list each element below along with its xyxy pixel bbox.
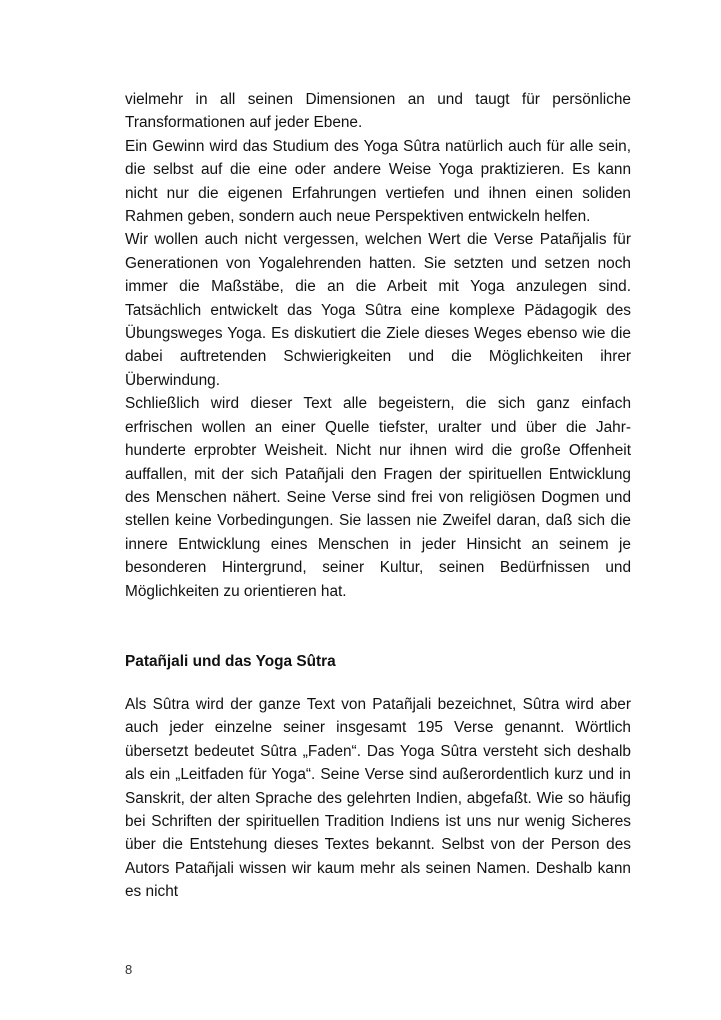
paragraph-3: Wir wollen auch nicht vergessen, welchen Wert die Verse Patañjalis für Generationen von Yogalehrenden hatten. Sie setzten und setzen noch immer die Maßstäbe, die an die Arbeit mit Yoga anzulegen sind. Tatsächlich entwickelt das Yoga Sûtra eine komplexe Pädagogik des Übungsweges Yoga. Es diskutiert die Ziele dieses Weges ebenso wie die dabei auftretenden Schwierigkeiten und die Möglichkeiten ihrer Überwindung. bbox=[125, 231, 631, 389]
paragraph-4: Schließlich wird dieser Text alle begeistern, die sich ganz einfach erfrischen wollen an einer Quelle tiefster, uralter und über die Jahrhunderte erprobter Weisheit. Nicht nur ihnen wird die große Offenheit auffallen, mit der sich Patañjali den Fragen der spirituellen Entwicklung des Menschen nähert. Seine Verse sind frei von religiösen Dogmen und stellen keine Vorbedingungen. Sie lassen nie Zweifel daran, daß sich die innere Entwicklung eines Menschen in jeder Hinsicht an seinem je besonderen Hintergrund, seiner Kultur, seinen Bedürfnissen und Möglichkeiten zu orientieren hat. bbox=[125, 395, 631, 600]
section-paragraph: Als Sûtra wird der ganze Text von Patañjali bezeichnet, Sûtra wird aber auch jeder einzelne seiner insgesamt 195 Verse genannt. Wörtlich übersetzt bedeutet Sûtra „Faden“. Das Yoga Sûtra versteht sich deshalb als ein „Leitfaden für Yoga“. Seine Verse sind außerordentlich kurz und in Sanskrit, der alten Sprache des gelehrten Indien, abgefaßt. Wie so häufig bei Schriften der spirituellen Tradition Indiens ist uns nur wenig Sicheres über die Entstehung dieses Textes bekannt. Selbst von der Person des Autors Patañjali wissen wir kaum mehr als seinen Namen. Deshalb kann es nicht bbox=[125, 696, 631, 901]
paragraph-1: vielmehr in all seinen Dimensionen an und taugt für persönliche Transformationen auf jeder Ebene. bbox=[125, 91, 631, 132]
body-text-section bbox=[125, 693, 631, 904]
body-text-top bbox=[125, 88, 631, 603]
section-heading: Patañjali und das Yoga Sûtra bbox=[125, 653, 336, 670]
paragraph-2: Ein Gewinn wird das Studium des Yoga Sûtra natürlich auch für alle sein, die selbst auf die eine oder andere Weise Yoga praktizieren. Es kann nicht nur die eigenen Erfahrungen vertiefen und ihnen einen soliden Rahmen geben, sondern auch neue Perspektiven entwickeln helfen. bbox=[125, 137, 631, 226]
page-number: 8 bbox=[125, 962, 133, 977]
